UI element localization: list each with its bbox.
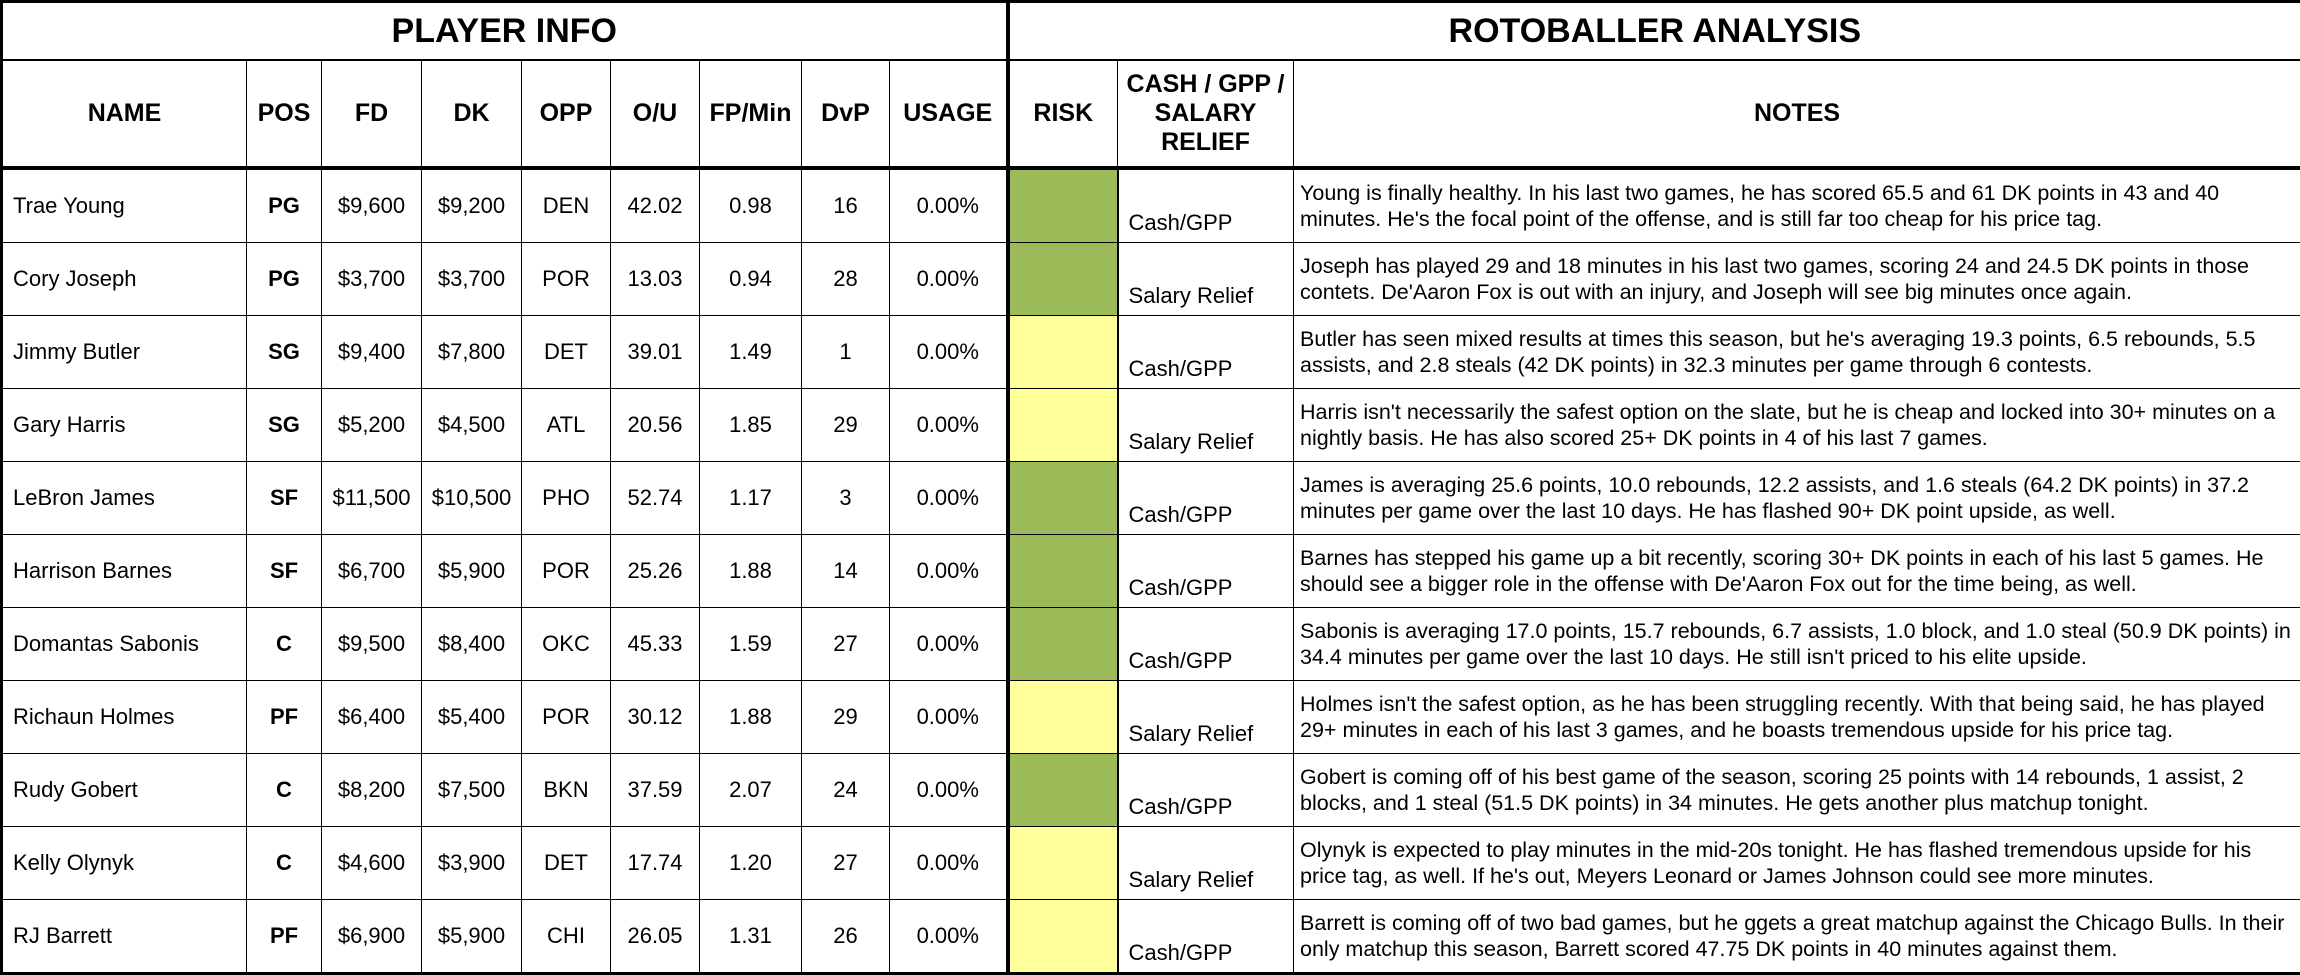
cash-gpp-tag: Cash/GPP: [1118, 316, 1294, 389]
col-header-dk: DK: [422, 60, 522, 168]
cash-gpp-tag: Cash/GPP: [1118, 608, 1294, 681]
defense-vs-position: 29: [802, 681, 890, 754]
fp-per-min: 1.59: [700, 608, 802, 681]
fanduel-salary: $9,500: [322, 608, 422, 681]
draftkings-salary: $3,900: [422, 827, 522, 900]
fp-per-min: 1.20: [700, 827, 802, 900]
player-position: SF: [247, 535, 322, 608]
col-header-risk: RISK: [1008, 60, 1118, 168]
defense-vs-position: 24: [802, 754, 890, 827]
player-position: PF: [247, 681, 322, 754]
analysis-notes: Butler has seen mixed results at times this season, but he's averaging 19.3 points, 6.5 rebounds, 5.5 assists, and 2.8 steals (42 DK points) in 32.3 minutes per game through 6 contests.: [1294, 316, 2300, 389]
analysis-notes: Olynyk is expected to play minutes in the mid-20s tonight. He has flashed tremendous upside for his price tag, as well. If he's out, Meyers Leonard or James Johnson could see more minutes.: [1294, 827, 2300, 900]
player-position: SG: [247, 389, 322, 462]
player-rows: [2, 168, 2300, 974]
cash-gpp-tag: Salary Relief: [1118, 389, 1294, 462]
usage: 0.00%: [890, 389, 1008, 462]
analysis-notes: Barrett is coming off of two bad games, but he ggets a great matchup against the Chicago Bulls. In their only matchup this season, Barrett scored 47.75 DK points in 40 minutes against them.: [1294, 900, 2300, 974]
cash-gpp-tag: Salary Relief: [1118, 243, 1294, 316]
cash-gpp-tag: Cash/GPP: [1118, 754, 1294, 827]
draftkings-salary: $9,200: [422, 168, 522, 243]
risk-indicator: [1008, 168, 1118, 243]
player-position: C: [247, 754, 322, 827]
player-name: Rudy Gobert: [2, 754, 247, 827]
usage: 0.00%: [890, 316, 1008, 389]
analysis-notes: Holmes isn't the safest option, as he has been struggling recently. With that being said, he has played 29+ minutes in each of his last 3 games, and he boasts tremendous upside for his price tag.: [1294, 681, 2300, 754]
risk-indicator: [1008, 316, 1118, 389]
analysis-notes: Sabonis is averaging 17.0 points, 15.7 rebounds, 6.7 assists, 1.0 block, and 1.0 steal (50.9 DK points) in 34.4 minutes per game over the last 10 days. He still isn't priced to his elite upside.: [1294, 608, 2300, 681]
col-header-fd: FD: [322, 60, 422, 168]
defense-vs-position: 27: [802, 608, 890, 681]
cash-gpp-tag: Cash/GPP: [1118, 900, 1294, 974]
col-header-name: NAME: [2, 60, 247, 168]
cash-gpp-tag: Salary Relief: [1118, 681, 1294, 754]
usage: 0.00%: [890, 168, 1008, 243]
player-name: Trae Young: [2, 168, 247, 243]
fanduel-salary: $8,200: [322, 754, 422, 827]
usage: 0.00%: [890, 462, 1008, 535]
col-header-notes: NOTES: [1294, 60, 2300, 168]
fp-per-min: 1.49: [700, 316, 802, 389]
draftkings-salary: $7,500: [422, 754, 522, 827]
col-header-opp: OPP: [522, 60, 611, 168]
fp-per-min: 1.85: [700, 389, 802, 462]
draftkings-salary: $5,900: [422, 900, 522, 974]
risk-indicator: [1008, 462, 1118, 535]
analysis-notes: Barnes has stepped his game up a bit recently, scoring 30+ DK points in each of his last 5 games. He should see a bigger role in the offense with De'Aaron Fox out for the time being, as well.: [1294, 535, 2300, 608]
analysis-notes: James is averaging 25.6 points, 10.0 rebounds, 12.2 assists, and 1.6 steals (64.2 DK points) in 37.2 minutes per game over the last 10 days. He has flashed 90+ DK point upside, as well.: [1294, 462, 2300, 535]
table-row: [2, 754, 2300, 827]
fp-per-min: 2.07: [700, 754, 802, 827]
col-header-ou: O/U: [611, 60, 700, 168]
table-row: [2, 608, 2300, 681]
player-position: PG: [247, 243, 322, 316]
fanduel-salary: $11,500: [322, 462, 422, 535]
fanduel-salary: $9,400: [322, 316, 422, 389]
over-under: 42.02: [611, 168, 700, 243]
analysis-notes: Harris isn't necessarily the safest option on the slate, but he is cheap and locked into 30+ minutes on a nightly basis. He has also scored 25+ DK points in 4 of his last 7 games.: [1294, 389, 2300, 462]
cash-gpp-tag: Cash/GPP: [1118, 168, 1294, 243]
defense-vs-position: 14: [802, 535, 890, 608]
fp-per-min: 1.17: [700, 462, 802, 535]
player-name: Cory Joseph: [2, 243, 247, 316]
draftkings-salary: $10,500: [422, 462, 522, 535]
player-position: PG: [247, 168, 322, 243]
defense-vs-position: 16: [802, 168, 890, 243]
over-under: 25.26: [611, 535, 700, 608]
usage: 0.00%: [890, 827, 1008, 900]
player-position: C: [247, 827, 322, 900]
usage: 0.00%: [890, 754, 1008, 827]
risk-indicator: [1008, 681, 1118, 754]
usage: 0.00%: [890, 243, 1008, 316]
opponent: DET: [522, 827, 611, 900]
over-under: 17.74: [611, 827, 700, 900]
fanduel-salary: $3,700: [322, 243, 422, 316]
player-position: SG: [247, 316, 322, 389]
col-header-usage: USAGE: [890, 60, 1008, 168]
over-under: 39.01: [611, 316, 700, 389]
opponent: OKC: [522, 608, 611, 681]
cash-gpp-tag: Salary Relief: [1118, 827, 1294, 900]
opponent: DEN: [522, 168, 611, 243]
analysis-notes: Joseph has played 29 and 18 minutes in his last two games, scoring 24 and 24.5 DK points in those contets. De'Aaron Fox is out with an injury, and Joseph will see big minutes once again.: [1294, 243, 2300, 316]
fp-per-min: 1.88: [700, 535, 802, 608]
draftkings-salary: $3,700: [422, 243, 522, 316]
defense-vs-position: 28: [802, 243, 890, 316]
table-row: [2, 389, 2300, 462]
risk-indicator: [1008, 535, 1118, 608]
risk-indicator: [1008, 827, 1118, 900]
col-header-cash-gpp-salary-relief: CASH / GPP / SALARY RELIEF: [1118, 60, 1294, 168]
over-under: 37.59: [611, 754, 700, 827]
player-name: Jimmy Butler: [2, 316, 247, 389]
col-header-fpmin: FP/Min: [700, 60, 802, 168]
over-under: 20.56: [611, 389, 700, 462]
player-name: Kelly Olynyk: [2, 827, 247, 900]
fp-per-min: 1.31: [700, 900, 802, 974]
fanduel-salary: $6,900: [322, 900, 422, 974]
player-name: Richaun Holmes: [2, 681, 247, 754]
defense-vs-position: 27: [802, 827, 890, 900]
table-row: [2, 168, 2300, 243]
usage: 0.00%: [890, 681, 1008, 754]
fanduel-salary: $6,700: [322, 535, 422, 608]
col-header-pos: POS: [247, 60, 322, 168]
opponent: CHI: [522, 900, 611, 974]
fp-per-min: 0.98: [700, 168, 802, 243]
opponent: ATL: [522, 389, 611, 462]
table-row: [2, 827, 2300, 900]
defense-vs-position: 26: [802, 900, 890, 974]
cash-gpp-tag: Cash/GPP: [1118, 462, 1294, 535]
fanduel-salary: $5,200: [322, 389, 422, 462]
analysis-notes: Gobert is coming off of his best game of the season, scoring 25 points with 14 rebounds, 1 assist, 2 blocks, and 1 steal (51.5 DK points) in 34 minutes. He gets another plus matchup tonight.: [1294, 754, 2300, 827]
player-position: C: [247, 608, 322, 681]
defense-vs-position: 29: [802, 389, 890, 462]
player-name: Harrison Barnes: [2, 535, 247, 608]
player-name: RJ Barrett: [2, 900, 247, 974]
table-row: [2, 462, 2300, 535]
over-under: 13.03: [611, 243, 700, 316]
opponent: POR: [522, 243, 611, 316]
usage: 0.00%: [890, 608, 1008, 681]
fanduel-salary: $4,600: [322, 827, 422, 900]
risk-indicator: [1008, 754, 1118, 827]
risk-indicator: [1008, 900, 1118, 974]
draftkings-salary: $5,900: [422, 535, 522, 608]
usage: 0.00%: [890, 535, 1008, 608]
fp-per-min: 0.94: [700, 243, 802, 316]
player-name: Domantas Sabonis: [2, 608, 247, 681]
risk-indicator: [1008, 389, 1118, 462]
defense-vs-position: 1: [802, 316, 890, 389]
opponent: POR: [522, 535, 611, 608]
player-position: PF: [247, 900, 322, 974]
draftkings-salary: $5,400: [422, 681, 522, 754]
usage: 0.00%: [890, 900, 1008, 974]
table-row: [2, 900, 2300, 974]
over-under: 45.33: [611, 608, 700, 681]
analysis-notes: Young is finally healthy. In his last two games, he has scored 65.5 and 61 DK points in 43 and 40 minutes. He's the focal point of the offense, and is still far too cheap for his price tag.: [1294, 168, 2300, 243]
opponent: PHO: [522, 462, 611, 535]
risk-indicator: [1008, 243, 1118, 316]
draftkings-salary: $8,400: [422, 608, 522, 681]
player-name: LeBron James: [2, 462, 247, 535]
fanduel-salary: $6,400: [322, 681, 422, 754]
table-row: [2, 535, 2300, 608]
draftkings-salary: $4,500: [422, 389, 522, 462]
over-under: 30.12: [611, 681, 700, 754]
table-row: [2, 316, 2300, 389]
analysis-header: ROTOBALLER ANALYSIS: [1008, 2, 2300, 61]
opponent: POR: [522, 681, 611, 754]
over-under: 26.05: [611, 900, 700, 974]
fanduel-salary: $9,600: [322, 168, 422, 243]
defense-vs-position: 3: [802, 462, 890, 535]
table-row: [2, 681, 2300, 754]
opponent: BKN: [522, 754, 611, 827]
player-position: SF: [247, 462, 322, 535]
risk-indicator: [1008, 608, 1118, 681]
draftkings-salary: $7,800: [422, 316, 522, 389]
over-under: 52.74: [611, 462, 700, 535]
player-name: Gary Harris: [2, 389, 247, 462]
opponent: DET: [522, 316, 611, 389]
table-row: [2, 243, 2300, 316]
fp-per-min: 1.88: [700, 681, 802, 754]
player-info-header: PLAYER INFO: [2, 2, 1008, 61]
cash-gpp-tag: Cash/GPP: [1118, 535, 1294, 608]
col-header-dvp: DvP: [802, 60, 890, 168]
